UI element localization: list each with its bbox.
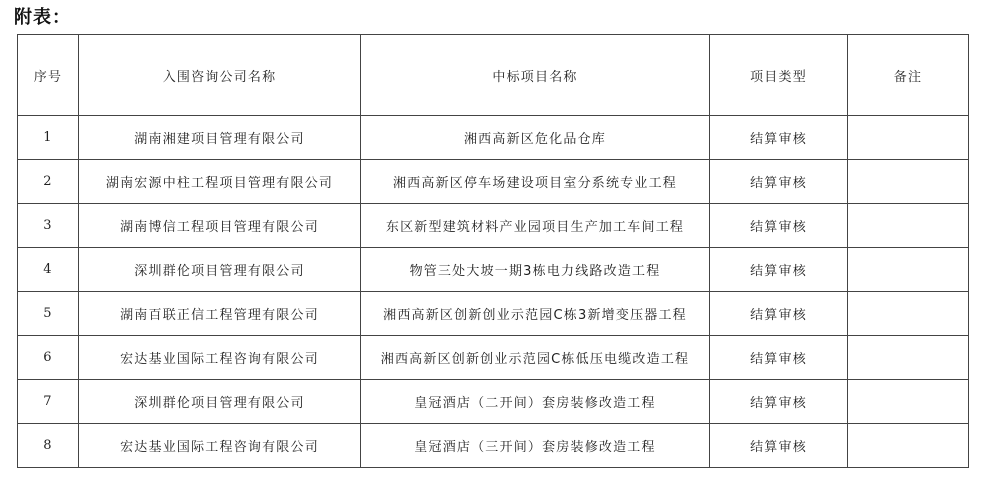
cell-remark [848,292,969,336]
cell-project: 湘西高新区创新创业示范园C栋3新增变压器工程 [361,292,710,336]
appendix-table [17,34,969,468]
cell-remark [848,380,969,424]
cell-project: 湘西高新区危化品仓库 [361,116,710,160]
cell-project: 湘西高新区创新创业示范园C栋低压电缆改造工程 [361,336,710,380]
table-row [18,380,969,424]
cell-company: 宏达基业国际工程咨询有限公司 [79,336,361,380]
header-index: 序号 [18,35,79,116]
cell-project: 湘西高新区停车场建设项目室分系统专业工程 [361,160,710,204]
table-row [18,204,969,248]
table-row [18,248,969,292]
cell-remark [848,160,969,204]
header-company: 入围咨询公司名称 [79,35,361,116]
cell-remark [848,204,969,248]
cell-project: 皇冠酒店（三开间）套房装修改造工程 [361,424,710,468]
header-project: 中标项目名称 [361,35,710,116]
cell-index: 2 [18,160,79,204]
cell-type: 结算审核 [710,160,848,204]
table-row [18,116,969,160]
cell-project: 皇冠酒店（二开间）套房装修改造工程 [361,380,710,424]
table-row [18,424,969,468]
cell-remark [848,424,969,468]
cell-type: 结算审核 [710,292,848,336]
cell-type: 结算审核 [710,248,848,292]
header-remark: 备注 [848,35,969,116]
cell-index: 8 [18,424,79,468]
cell-remark [848,248,969,292]
cell-company: 湖南百联正信工程管理有限公司 [79,292,361,336]
page-heading: 附表： [14,7,71,28]
cell-index: 6 [18,336,79,380]
cell-company: 湖南湘建项目管理有限公司 [79,116,361,160]
cell-company: 湖南宏源中柱工程项目管理有限公司 [79,160,361,204]
cell-type: 结算审核 [710,336,848,380]
cell-index: 7 [18,380,79,424]
cell-index: 4 [18,248,79,292]
cell-company: 深圳群伦项目管理有限公司 [79,248,361,292]
header-type: 项目类型 [710,35,848,116]
cell-project: 物管三处大坡一期3栋电力线路改造工程 [361,248,710,292]
cell-type: 结算审核 [710,380,848,424]
cell-type: 结算审核 [710,204,848,248]
cell-index: 3 [18,204,79,248]
table-row [18,292,969,336]
table-row [18,160,969,204]
cell-project: 东区新型建筑材料产业园项目生产加工车间工程 [361,204,710,248]
cell-type: 结算审核 [710,116,848,160]
cell-company: 宏达基业国际工程咨询有限公司 [79,424,361,468]
table-header-row [18,35,969,116]
cell-index: 5 [18,292,79,336]
cell-remark [848,336,969,380]
cell-type: 结算审核 [710,424,848,468]
cell-company: 湖南博信工程项目管理有限公司 [79,204,361,248]
cell-company: 深圳群伦项目管理有限公司 [79,380,361,424]
table-row [18,336,969,380]
cell-index: 1 [18,116,79,160]
cell-remark [848,116,969,160]
